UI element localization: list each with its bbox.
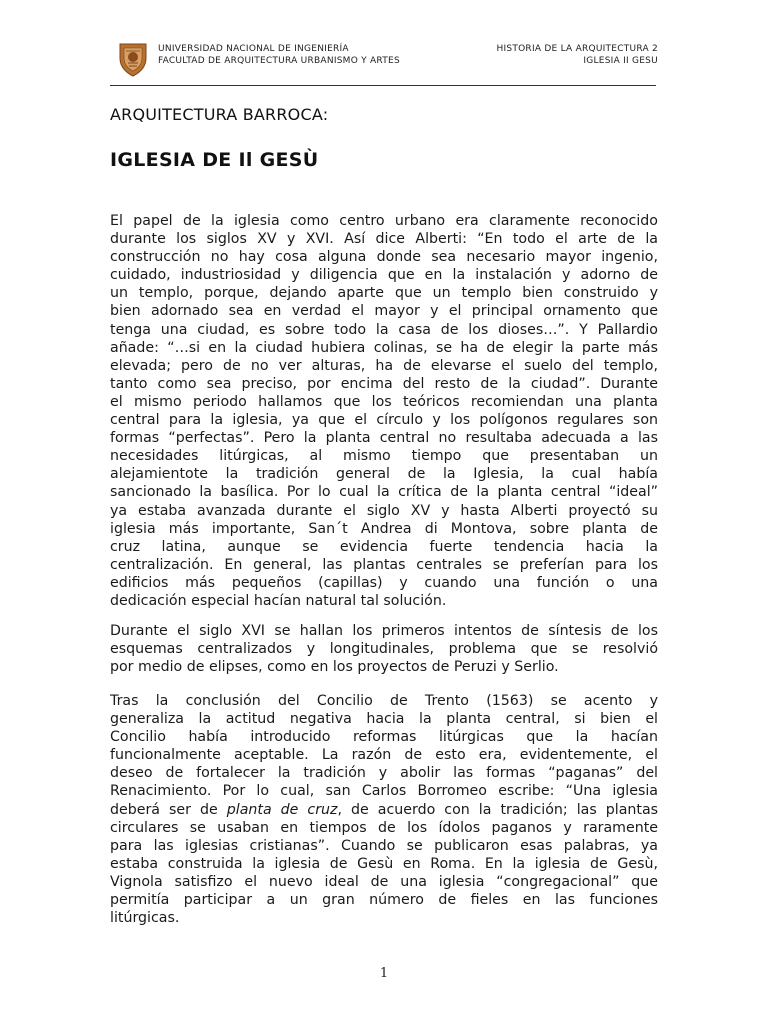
header-topic: IGLESIA II GESU bbox=[583, 56, 658, 66]
emphasis-text: planta de cruz bbox=[226, 801, 338, 818]
text-line: permitía participar a un gran número de fieles en las funciones bbox=[110, 892, 658, 909]
text-line: centralización. En general, las plantas centrales se preferían para los bbox=[110, 556, 658, 573]
university-seal-icon bbox=[117, 41, 149, 77]
text-line-mixed bbox=[110, 801, 658, 819]
text-line: tanto como sea preciso, por encima del resto de la ciudad”. Durante bbox=[110, 375, 658, 392]
text-line: para las iglesias cristianas”. Cuando se publicaron esas palabras, ya bbox=[110, 837, 658, 854]
text-line: ya estaba avanzada durante el siglo XV y hasta Alberti proyectó su bbox=[110, 502, 658, 519]
text-line: alejamientote la tradición general de la Iglesia, la cual había bbox=[110, 466, 658, 483]
paragraph-1 bbox=[110, 212, 658, 610]
text-line: Concilio había introducido reformas litúrgicas que la hacían bbox=[110, 729, 658, 746]
text-line: cuidado, industriosidad y diligencia que en la instalación y adorno de bbox=[110, 267, 658, 284]
header-faculty: FACULTAD DE ARQUITECTURA URBANISMO Y ARTES bbox=[158, 56, 400, 66]
text-line: litúrgicas. bbox=[110, 910, 180, 927]
text-line: iglesia más importante, San´t Andrea di Montova, sobre planta de bbox=[110, 520, 658, 537]
text-line: deseo de fortalecer la tradición y abolir las formas “paganas” del bbox=[110, 765, 658, 782]
text-line: el mismo periodo hallamos que los teóricos recomiendan una planta bbox=[110, 393, 658, 410]
text-line: tenga una ciudad, es sobre todo la casa de los dioses…”. Y Pallardio bbox=[110, 321, 658, 338]
text-line: sancionado la basílica. Por lo cual la crítica de la planta central “ideal” bbox=[110, 484, 658, 501]
text-line: cruz latina, aunque se evidencia fuerte tendencia hacia la bbox=[110, 538, 658, 555]
text-line: bien adornado sea en verdad el mayor y el principal ornamento que bbox=[110, 303, 658, 320]
text-line: esquemas centralizados y longitudinales, problema que se resolvió bbox=[110, 641, 658, 658]
text-line: circulares se usaban en tiempos de los ídolos paganos y raramente bbox=[110, 819, 658, 836]
document-title: IGLESIA DE Il GESÙ bbox=[110, 149, 319, 171]
text-line: edificios más pequeños (capillas) y cuando una función o una bbox=[110, 574, 658, 591]
text-line: elevada; pero de no ver alturas, ha de elevarse el suelo del templo, bbox=[110, 357, 658, 374]
text-line: central para la iglesia, ya que el círculo y los polígonos regulares son bbox=[110, 412, 658, 429]
text-line: Durante el siglo XVI se hallan los primeros intentos de síntesis de los bbox=[110, 623, 658, 639]
text-line: formas “perfectas”. Pero la planta central no resultaba adecuada a las bbox=[110, 430, 658, 447]
text-line: generaliza la actitud negativa hacia la planta central, si bien el bbox=[110, 711, 658, 728]
text-line: El papel de la iglesia como centro urbano era claramente reconocido bbox=[110, 213, 658, 229]
page-number: 1 bbox=[379, 966, 389, 981]
text-line: Renacimiento. Por lo cual, san Carlos Borromeo escribe: “Una iglesia bbox=[110, 783, 658, 800]
text-line: estaba construida la iglesia de Gesù en Roma. En la iglesia de Gesù, bbox=[110, 855, 658, 872]
text-line: dedicación especial hacían natural tal solución. bbox=[110, 592, 447, 609]
text-line: por medio de elipses, como en los proyectos de Peruzi y Serlio. bbox=[110, 659, 559, 676]
text-line: Vignola satisfizo el nuevo ideal de una iglesia “congregacional” que bbox=[110, 873, 658, 890]
text-line: construcción no hay cosa alguna donde sea necesario mayor ingenio, bbox=[110, 249, 658, 266]
text-line: funcionalmente aceptable. La razón de esto era, evidentemente, el bbox=[110, 747, 658, 764]
paragraph-2 bbox=[110, 622, 658, 676]
paragraph-3 bbox=[110, 692, 658, 927]
text-line: un templo, porque, dejando aparte que un templo bien construido y bbox=[110, 285, 658, 302]
text-line: durante los siglos XV y XVI. Así dice Alberti: “En todo el arte de la bbox=[110, 231, 658, 248]
section-title: ARQUITECTURA BARROCA: bbox=[110, 105, 329, 124]
text-segment: deberá ser de bbox=[110, 801, 218, 818]
header-divider bbox=[110, 85, 656, 86]
text-segment: , de acuerdo con la tradición; las plantas bbox=[337, 801, 659, 818]
header-university: UNIVERSIDAD NACIONAL DE INGENIERÍA bbox=[158, 44, 349, 54]
header-course-name: HISTORIA DE LA ARQUITECTURA 2 bbox=[496, 44, 658, 54]
header-institution bbox=[158, 43, 400, 67]
text-line: añade: “…si en la ciudad hubiera colinas, se ha de elegir la parte más bbox=[110, 339, 658, 356]
text-line: Tras la conclusión del Concilio de Trento (1563) se acento y bbox=[110, 693, 658, 709]
header-course bbox=[496, 43, 658, 67]
text-line: necesidades litúrgicas, al mismo tiempo que presentaban un bbox=[110, 448, 658, 465]
